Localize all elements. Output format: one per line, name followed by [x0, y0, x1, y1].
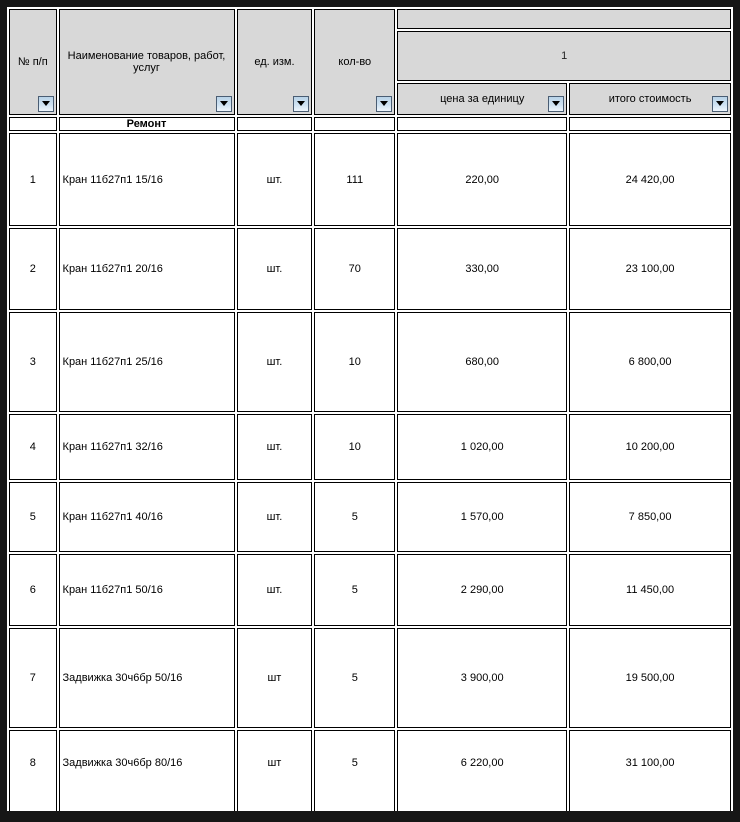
cell-total: 31 100,00 [569, 730, 731, 822]
cell-num: 1 [9, 133, 57, 226]
column-header-unit-label: ед. изм. [254, 56, 295, 68]
column-header-qty [314, 9, 395, 115]
section-cell-empty [237, 117, 313, 131]
cell-qty: 5 [314, 554, 395, 626]
cell-qty: 70 [314, 228, 395, 310]
cell-price: 3 900,00 [397, 628, 567, 728]
column-header-name [59, 9, 235, 115]
table-row [9, 554, 731, 626]
table-row [9, 730, 731, 822]
cell-total: 24 420,00 [569, 133, 731, 226]
cell-num: 2 [9, 228, 57, 310]
column-header-price [397, 83, 567, 115]
section-row [9, 117, 731, 131]
cell-qty: 5 [314, 482, 395, 552]
cell-qty: 5 [314, 628, 395, 728]
cell-total: 19 500,00 [569, 628, 731, 728]
column-header-price-label: цена за единицу [440, 93, 525, 105]
section-cell-empty [397, 117, 567, 131]
price-table [7, 7, 733, 822]
cell-unit: шт. [237, 133, 313, 226]
column-header-num [9, 9, 57, 115]
filter-dropdown-icon [380, 101, 388, 106]
table-row [9, 228, 731, 310]
table-row [9, 312, 731, 412]
cell-unit: шт [237, 730, 313, 822]
table-row [9, 628, 731, 728]
cell-price: 1 570,00 [397, 482, 567, 552]
filter-button-price[interactable] [548, 96, 564, 112]
group-header-number-cell: 1 [397, 31, 731, 81]
cell-unit: шт. [237, 414, 313, 480]
filter-button-name[interactable] [216, 96, 232, 112]
section-cell-empty [9, 117, 57, 131]
cell-name: Задвижка 30ч6бр 80/16 [59, 730, 235, 822]
filter-dropdown-icon [552, 101, 560, 106]
filter-button-total[interactable] [712, 96, 728, 112]
cell-name: Кран 11б27п1 40/16 [59, 482, 235, 552]
cell-price: 330,00 [397, 228, 567, 310]
filter-dropdown-icon [716, 101, 724, 106]
cell-name: Кран 11б27п1 32/16 [59, 414, 235, 480]
cell-total: 11 450,00 [569, 554, 731, 626]
column-header-unit [237, 9, 313, 115]
cell-num: 8 [9, 730, 57, 822]
cell-total: 23 100,00 [569, 228, 731, 310]
filter-dropdown-icon [42, 101, 50, 106]
cell-qty: 5 [314, 730, 395, 822]
cell-name: Кран 11б27п1 50/16 [59, 554, 235, 626]
column-header-qty-label: кол-во [338, 56, 372, 68]
cell-unit: шт. [237, 482, 313, 552]
cell-num: 3 [9, 312, 57, 412]
cell-total: 10 200,00 [569, 414, 731, 480]
section-cell-empty [314, 117, 395, 131]
cell-name: Кран 11б27п1 15/16 [59, 133, 235, 226]
cell-num: 4 [9, 414, 57, 480]
cell-name: Кран 11б27п1 25/16 [59, 312, 235, 412]
section-cell-empty [569, 117, 731, 131]
cell-num: 5 [9, 482, 57, 552]
cell-unit: шт. [237, 312, 313, 412]
cell-price: 2 290,00 [397, 554, 567, 626]
cell-unit: шт. [237, 554, 313, 626]
cell-price: 220,00 [397, 133, 567, 226]
cell-price: 6 220,00 [397, 730, 567, 822]
cell-price: 680,00 [397, 312, 567, 412]
cell-name: Задвижка 30ч6бр 50/16 [59, 628, 235, 728]
column-header-total [569, 83, 731, 115]
cell-qty: 111 [314, 133, 395, 226]
table-row [9, 414, 731, 480]
cell-unit: шт [237, 628, 313, 728]
cell-num: 7 [9, 628, 57, 728]
table-row [9, 133, 731, 226]
cell-qty: 10 [314, 414, 395, 480]
section-title: Ремонт [59, 117, 235, 131]
filter-dropdown-icon [297, 101, 305, 106]
filter-button-num[interactable] [38, 96, 54, 112]
cell-num: 6 [9, 554, 57, 626]
cell-price: 1 020,00 [397, 414, 567, 480]
group-header-empty-bar [397, 9, 731, 29]
filter-button-unit[interactable] [293, 96, 309, 112]
cell-qty: 10 [314, 312, 395, 412]
cell-name: Кран 11б27п1 20/16 [59, 228, 235, 310]
filter-button-qty[interactable] [376, 96, 392, 112]
table-row [9, 482, 731, 552]
cell-total: 7 850,00 [569, 482, 731, 552]
cell-unit: шт. [237, 228, 313, 310]
column-header-num-label: № п/п [17, 56, 48, 68]
column-header-name-label: Наименование товаров, работ, услуг [67, 50, 226, 74]
column-header-total-label: итого стоимость [608, 93, 692, 105]
filter-dropdown-icon [220, 101, 228, 106]
cell-total: 6 800,00 [569, 312, 731, 412]
